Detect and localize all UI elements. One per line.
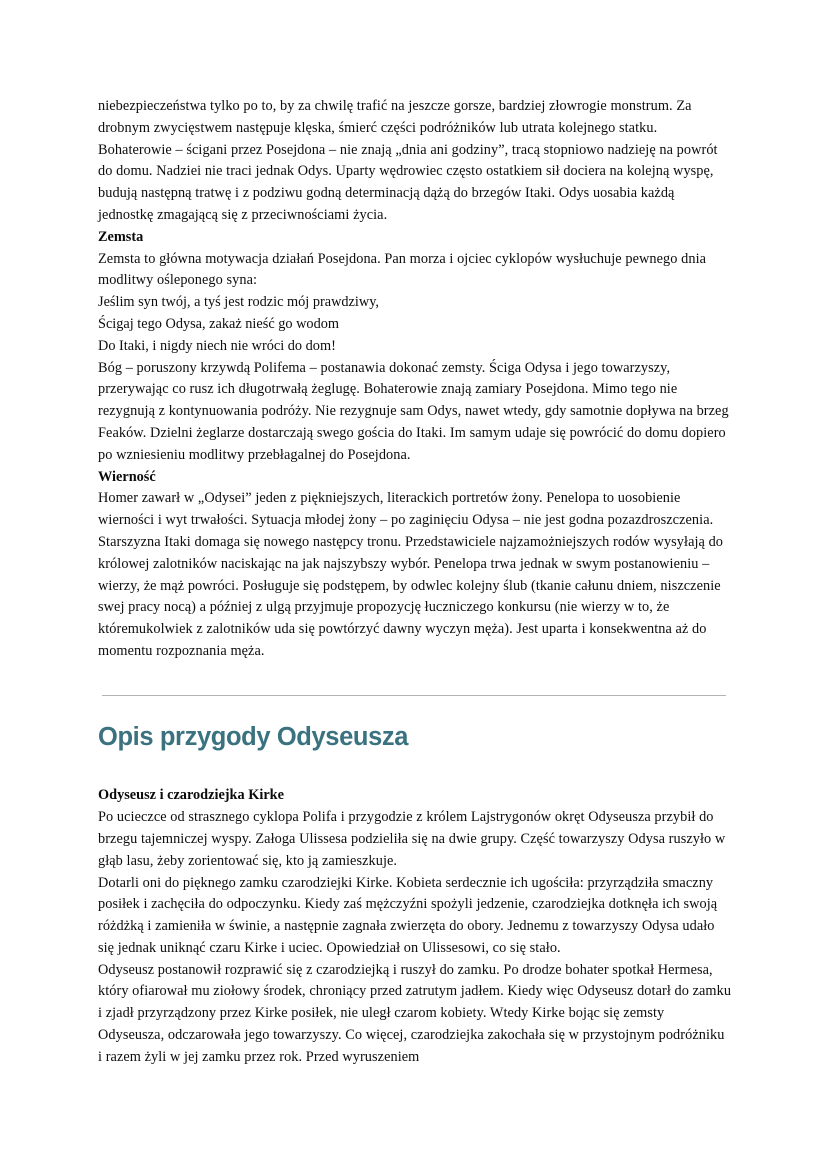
- story-paragraph-1: Po ucieczce od strasznego cyklopa Polifa i przygodzie z królem Lajstrygonów okręt Odyseusza przybił do brzegu tajemniczej wyspy. Załoga Ulissesa podzieliła się na dwie grupy. Część towarzyszy Odysa ruszyło w głąb lasu, żeby zorientować się, kto ją zamieszkuje.: [98, 809, 726, 869]
- verse-line-1: Jeślim syn twój, a tyś jest rodzic mój prawdziwy,: [98, 294, 379, 311]
- document-content: [98, 96, 732, 1069]
- page-title: Opis przygody Odyseusza: [98, 722, 409, 751]
- top-paragraph: niebezpieczeństwa tylko po to, by za chwilę trafić na jeszcze gorsze, bardziej złowrogie monstrum. Za drobnym zwycięstwem następuje klęska, śmierć części podróżników lub utrata kolejnego statku. Bohaterowie – ścigani przez Posejdona – nie znają „dnia ani godziny”, tracą stopniowo nadzieję na powrót do domu. Nadziei nie traci jednak Odys. Uparty wędrowiec często ostatkiem sił dociera na kolejną wyspę, budują następną tratwę i z podziwu godną determinacją dążą do brzegów Itaki. Odys uosabia każdą jednostkę zmagającą się z przeciwnościami życia.: [98, 98, 718, 223]
- verse-line-3: Do Itaki, i nigdy niech nie wróci do dom!: [98, 337, 336, 354]
- section-intro-zemsta: Zemsta to główna motywacja działań Posejdona. Pan morza i ojciec cyklopów wysłuchuje pewnego dnia modlitwy ośleponego syna:: [98, 250, 707, 289]
- section-heading-wiernosc: Wierność: [98, 468, 156, 485]
- story-paragraph-2: Dotarli oni do pięknego zamku czarodziejki Kirke. Kobieta serdecznie ich ugościła: przyrządziła smaczny posiłek i zachęciła do odpoczynku. Kiedy zaś mężczyźni spożyli jedzenie, czarodziejka dotknęła ich swoją różdżką i zamieniła w świnie, a następnie zagnała zwierzęta do obory. Jednemu z towarzyszy Odysa udało się jednak uniknąć czaru Kirke i uciec. Opowiedział on Ulissesowi, co się stało.: [98, 874, 718, 956]
- story-paragraph-3: Odyseusz postanowił rozprawić się z czarodziejką i ruszył do zamku. Po drodze bohater spotkał Hermesa, który ofiarował mu ziołowy środek, chroniący przed zatrutym jadłem. Kiedy więc Odyseusz dotarł do zamku i zjadł przyrządzony przez Kirke posiłek, nie uległ czarom kobiety. Wtedy Kirke bojąc się zemsty Odyseusza, odczarowała jego towarzyszy. Co więcej, czarodziejka zakochała się w przystojnym podróżniku i razem żyli w jej zamku przez rok. Przed wyruszeniem: [98, 961, 732, 1065]
- section-heading-zemsta: Zemsta: [98, 228, 144, 245]
- section-divider-wrap: [98, 663, 732, 696]
- story-block: [98, 752, 732, 1068]
- story-heading: Odyseusz i czarodziejka Kirke: [98, 787, 284, 804]
- verse-line-2: Ścigaj tego Odysa, zakaż nieść go wodom: [98, 315, 339, 332]
- section-body-wiernosc: Homer zawarł w „Odysei” jeden z piękniejszych, literackich portretów żony. Penelopa to uosobienie wierności i wyt trwałości. Sytuacja młodej żony – po zaginięciu Odysa – nie jest godna pozazdroszczenia. Starszyzna Itaki domaga się nowego następcy tronu. Przedstawiciele najzamożniejszych rodów wysyłają do królowej zalotników naciskając na jak najszybszy wybór. Penelopa trwa jednak w swym postanowieniu – wierzy, że mąż powróci. Posługuje się podstępem, by odwlec kolejny ślub (tkanie całunu dniem, niszczenie swej pracy nocą) a później z ulgą przyjmuje propozycję łuczniczego konkursu (nie wierzy w to, że któremukolwiek z zalotników uda się powtórzyć dawny wyczyn męża). Jest uparta i konsekwentna aż do momentu rozpoznania męża.: [98, 490, 724, 659]
- section-body-zemsta: Bóg – poruszony krzywdą Polifema – postanawia dokonać zemsty. Ściga Odysa i jego towarzyszy, przerywając co rusz ich długotrwałą żeglugę. Bohaterowie znają zamiary Posejdona. Mimo tego nie rezygnują z kontynuowania podróży. Nie rezygnuje sam Odys, nawet wtedy, gdy samotnie dopływa na brzeg Feaków. Dzielni żeglarze dostarczają swego gościa do Itaki. Im samym udaje się powrócić do domu dopiero po wzniesieniu modlitwy przebłagalnej do Posejdona.: [98, 359, 729, 463]
